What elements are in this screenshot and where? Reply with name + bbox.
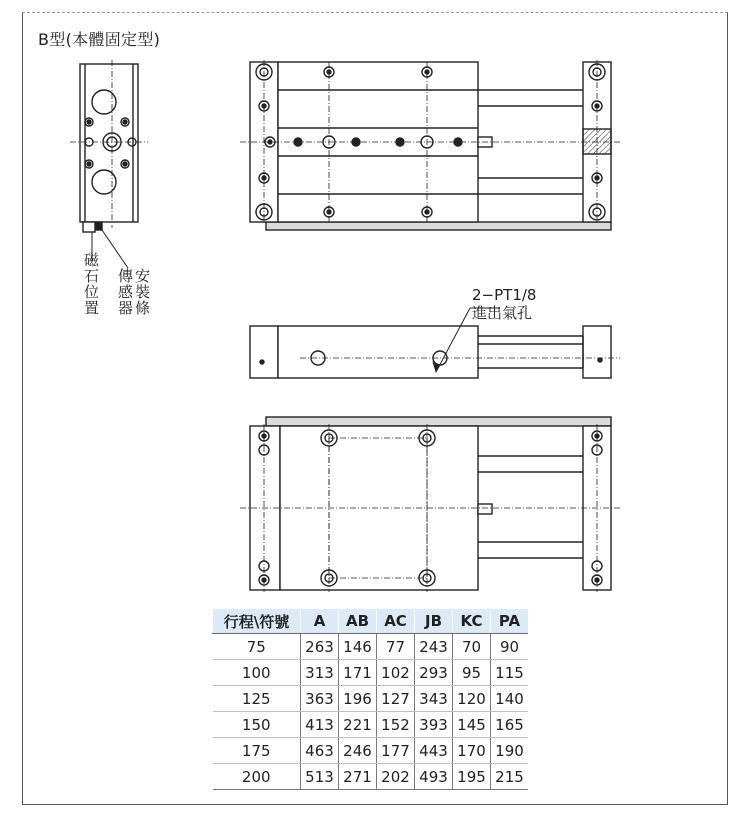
table-cell: 200 [213,764,301,790]
table-row [213,686,529,712]
table-header-cell: A [301,609,339,634]
table-cell: 343 [415,686,453,712]
table-header-cell: 行程\符號 [213,609,301,634]
table-cell: 115 [491,660,529,686]
table-cell: 102 [377,660,415,686]
sensor-mount-label-line1: 傳感器 [116,268,134,316]
table-header-cell: AC [377,609,415,634]
page-title: B型(本體固定型) [38,30,161,49]
table-cell: 190 [491,738,529,764]
table-cell: 165 [491,712,529,738]
table-cell: 125 [213,686,301,712]
table-header-cell: PA [491,609,529,634]
dimension-table [212,609,528,790]
table-cell: 263 [301,634,339,660]
table-cell: 75 [213,634,301,660]
table-cell: 127 [377,686,415,712]
table-cell: 413 [301,712,339,738]
table-cell: 170 [453,738,491,764]
table-cell: 293 [415,660,453,686]
table-row [213,660,529,686]
table-cell: 196 [339,686,377,712]
table-cell: 150 [213,712,301,738]
table-cell: 90 [491,634,529,660]
table-cell: 195 [453,764,491,790]
table-header-cell: AB [339,609,377,634]
table-cell: 221 [339,712,377,738]
table-cell: 70 [453,634,491,660]
table-cell: 177 [377,738,415,764]
table-cell: 271 [339,764,377,790]
table-cell: 202 [377,764,415,790]
table-cell: 140 [491,686,529,712]
table-row [213,712,529,738]
table-cell: 146 [339,634,377,660]
table-cell: 100 [213,660,301,686]
port-desc-label: 進出氣孔 [472,304,533,322]
table-cell: 313 [301,660,339,686]
table-header-row [213,609,529,634]
sensor-mount-label-line2: 安裝條 [133,268,151,316]
table-cell: 175 [213,738,301,764]
table-row [213,738,529,764]
table-cell: 513 [301,764,339,790]
end-view [70,60,148,268]
table-cell: 243 [415,634,453,660]
table-cell: 120 [453,686,491,712]
top-view [240,60,622,230]
table-cell: 393 [415,712,453,738]
table-cell: 171 [339,660,377,686]
table-cell: 152 [377,712,415,738]
table-cell: 145 [453,712,491,738]
table-cell: 463 [301,738,339,764]
table-cell: 363 [301,686,339,712]
table-header-cell: JB [415,609,453,634]
table-cell: 443 [415,738,453,764]
table-cell: 493 [415,764,453,790]
table-cell: 215 [491,764,529,790]
magnet-position-label: 磁石位置 [82,252,100,316]
port-spec-label: 2−PT1/8 [472,286,537,304]
table-header-cell: KC [453,609,491,634]
table-cell: 95 [453,660,491,686]
front-view [250,308,620,378]
bottom-view [240,417,622,592]
table-cell: 246 [339,738,377,764]
table-row [213,634,529,660]
table-cell: 77 [377,634,415,660]
table-row [213,764,529,790]
